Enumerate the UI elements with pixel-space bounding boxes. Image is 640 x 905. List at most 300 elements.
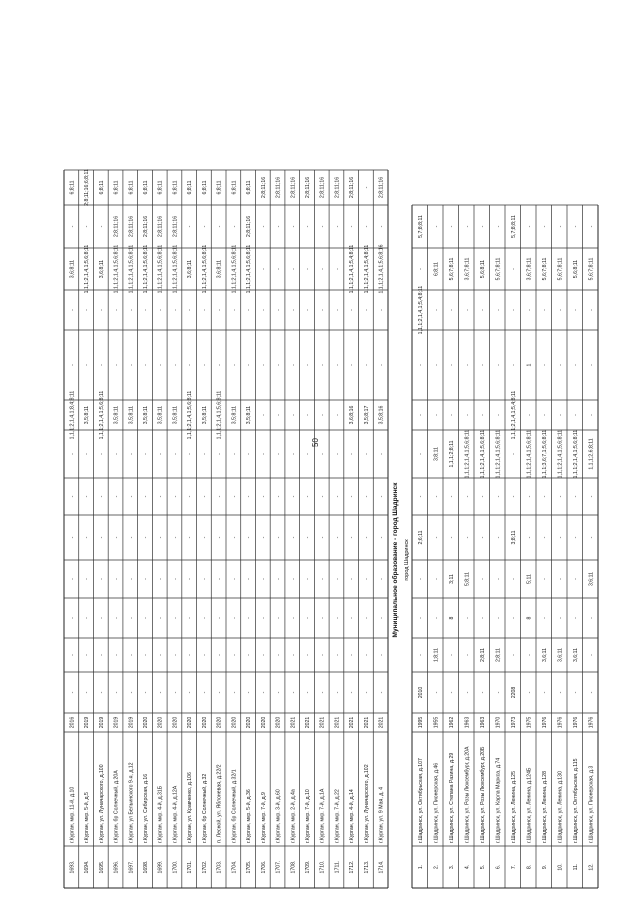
row-year: 1995 xyxy=(417,716,424,729)
table-cell: 6;8;11 xyxy=(157,180,164,195)
table-cell: - xyxy=(433,617,440,619)
table-cell: - xyxy=(143,495,149,498)
table-cell: 2;8;11;16 xyxy=(319,176,326,199)
table-cell: - xyxy=(84,617,91,619)
table-cell: - xyxy=(417,364,424,366)
table-cell: - xyxy=(172,495,179,498)
table-cell: - xyxy=(495,691,502,694)
table-cell: - xyxy=(128,453,135,455)
table-cell: - xyxy=(557,617,564,619)
row-number: 6. xyxy=(495,864,502,870)
table-cell: - xyxy=(319,495,326,498)
table-cell: 3,5;8;16 xyxy=(378,405,385,425)
table-cell: - xyxy=(510,617,517,619)
table-cell: - xyxy=(510,364,517,366)
table-cell: - xyxy=(98,691,105,694)
table-cell: 1,1,1;2,1,4,1;5,6;8;11 xyxy=(172,244,179,294)
table-cell: - xyxy=(275,414,282,416)
table-cell: - xyxy=(260,654,267,656)
table-cell: - xyxy=(290,578,297,580)
table-cell: 3,5;8;11 xyxy=(172,405,179,425)
table-cell: - xyxy=(157,453,164,455)
table-cell: - xyxy=(363,364,370,366)
table-cell: - xyxy=(187,654,194,656)
row-number: 4. xyxy=(464,864,471,870)
table-cell: - xyxy=(334,654,341,656)
table-cell: - xyxy=(433,495,440,498)
table-cell: 3,5;8;11 xyxy=(143,405,149,425)
row-address: г.Шадринск, ул. Ленина, д.125 xyxy=(510,771,517,843)
table-cell: - xyxy=(187,691,194,694)
table-cell: - xyxy=(363,691,370,694)
table-cell: - xyxy=(128,654,135,656)
table-cell: - xyxy=(128,691,135,694)
table-cell: - xyxy=(216,617,223,619)
table-cell: 1,1,1;2,1,4,1;5,6;8;11 xyxy=(143,244,149,294)
table-cell: - xyxy=(479,536,486,539)
table-cell: 6;8;11 xyxy=(216,180,223,195)
table-cell: - xyxy=(319,691,326,694)
table-cell: - xyxy=(69,578,76,580)
table-cell: - xyxy=(231,364,238,366)
table-cell: - xyxy=(334,495,341,498)
table-cell: - xyxy=(290,536,297,539)
table-cell: - xyxy=(157,536,164,539)
table-cell: - xyxy=(378,617,385,619)
table-cell: - xyxy=(541,578,548,580)
table-cell: - xyxy=(572,414,579,416)
table-cell: - xyxy=(448,495,455,498)
table-cell: - xyxy=(495,309,502,311)
table-cell: - xyxy=(433,414,440,416)
table-cell: - xyxy=(305,495,311,498)
table-cell: - xyxy=(98,536,105,539)
table-cell: - xyxy=(448,654,455,656)
row-year: 2020 xyxy=(246,716,253,729)
row-address: г.Курган, мкр. 7-й, д.10 xyxy=(305,789,311,843)
table-cell: - xyxy=(349,578,356,580)
table-cell: - xyxy=(448,691,455,694)
row-number: 1711. xyxy=(334,860,341,874)
page-number: 50 xyxy=(311,438,320,447)
table-cell: 5;11 xyxy=(526,574,533,584)
table-cell: - xyxy=(495,495,502,498)
table-cell: - xyxy=(557,364,564,366)
table-cell: - xyxy=(433,536,440,539)
table-cell: - xyxy=(305,578,311,580)
table-cell: - xyxy=(305,225,311,228)
table-cell: 2;8;11 xyxy=(479,647,486,663)
table-cell: - xyxy=(479,414,486,416)
table-cell: - xyxy=(275,654,282,656)
table-cell: - xyxy=(334,453,341,455)
table-cell: 1,1,1;2,1,4,1;5,4;8;11 xyxy=(363,244,370,294)
row-number: 1698. xyxy=(143,860,149,874)
table-cell: 1,1,1;2,1,4,1;5,6;8;11 xyxy=(216,390,223,440)
table-cell: 2;8;11;16 xyxy=(260,176,267,199)
table-cell: 2;8;11;16 xyxy=(349,176,356,199)
table-cell: - xyxy=(172,578,179,580)
row-number: 1703. xyxy=(216,860,223,874)
table-cell: - xyxy=(464,309,471,311)
table-cell: - xyxy=(334,691,341,694)
row-year: 2019 xyxy=(113,716,120,729)
row-year: 2020 xyxy=(275,716,282,729)
table-cell: - xyxy=(557,536,564,539)
table-cell: 2010 xyxy=(417,686,424,699)
table-cell: 1,1,1;2,1,4,1;5,6;8;11 xyxy=(479,429,486,479)
table-cell: - xyxy=(290,364,297,366)
table-cell: 1,1,1;2,1,4,1;5,6;8;11 xyxy=(557,429,564,479)
table-cell: - xyxy=(84,495,91,498)
row-number: 2. xyxy=(433,864,440,870)
table-cell: - xyxy=(363,495,370,498)
row-address: г.Курган, ул Бельинского 9-я, д.12 xyxy=(128,762,135,843)
table-cell: - xyxy=(69,654,76,656)
table-cell: - xyxy=(417,453,424,455)
table-cell: - xyxy=(113,364,120,366)
row-year: 1975 xyxy=(526,716,533,729)
table-cell: - xyxy=(201,364,208,366)
row-number: 1693. xyxy=(69,860,76,874)
table-cell: - xyxy=(157,364,164,366)
row-year: 2021 xyxy=(334,716,341,729)
row-year: 2020 xyxy=(143,716,149,729)
table-cell: 3;8;11 xyxy=(433,446,440,462)
table-cell: - xyxy=(246,309,253,311)
table-cell: - xyxy=(319,309,326,311)
table-cell: - xyxy=(246,536,253,539)
table-cell: - xyxy=(572,225,579,228)
table-cell: 2208 xyxy=(510,686,517,699)
table-cell: 2;8;11;16 xyxy=(290,176,297,199)
table-cell: - xyxy=(157,495,164,498)
table-cell: - xyxy=(69,225,76,228)
table-cell: - xyxy=(305,617,311,619)
table-cell: - xyxy=(290,654,297,656)
table-cell: - xyxy=(363,578,370,580)
table-cell: - xyxy=(157,309,164,311)
table-cell: - xyxy=(128,309,135,311)
table-cell: - xyxy=(290,268,297,270)
table-cell: - xyxy=(495,225,502,228)
table-cell: - xyxy=(290,309,297,311)
table-cell: - xyxy=(231,654,238,656)
row-address: г.Курган, ул. 9 Мая, д. 4 xyxy=(378,786,385,843)
row-year: 2021 xyxy=(319,716,326,729)
table-cell: - xyxy=(349,691,356,694)
table-cell: 2;8;11;16 xyxy=(113,215,120,238)
table-cell: - xyxy=(479,309,486,311)
row-year: 1970 xyxy=(495,716,502,729)
table-cell: - xyxy=(319,453,326,455)
row-address: г.Курган, мкр. 7-й, д.1А xyxy=(319,788,326,843)
table-cell: - xyxy=(572,578,579,580)
table-cell: - xyxy=(417,268,424,270)
table-cell: - xyxy=(187,225,194,228)
row-address: г.Шадринск, ул. Ленина, д.124Б xyxy=(526,767,533,843)
table-cell: - xyxy=(157,654,164,656)
table-cell: - xyxy=(216,495,223,498)
table-cell: - xyxy=(510,309,517,311)
table-cell: - xyxy=(187,536,194,539)
row-year: 2021 xyxy=(290,716,297,729)
table-cell: - xyxy=(433,578,440,580)
row-address: г.Шадринск, ул. Ленина, д.128 xyxy=(541,771,548,843)
table-cell: - xyxy=(275,364,282,366)
table-cell: - xyxy=(246,654,253,656)
table-cell: - xyxy=(510,578,517,580)
table-cell: - xyxy=(479,495,486,498)
table-cell: - xyxy=(128,536,135,539)
table-cell: - xyxy=(216,364,223,366)
table-cell: - xyxy=(246,691,253,694)
table-cell: - xyxy=(246,453,253,455)
table-cell: - xyxy=(510,453,517,455)
table-cell: - xyxy=(201,578,208,580)
table-cell: - xyxy=(290,495,297,498)
table-cell: - xyxy=(464,495,471,498)
table-cell: - xyxy=(495,414,502,416)
row-number: 3. xyxy=(448,864,455,870)
table-cell: 1,1,1;2,1,4,1;5,4;8;11 xyxy=(349,244,356,294)
table-cell: - xyxy=(319,268,326,270)
table-cell: 5;8;11 xyxy=(464,571,471,587)
table-cell: - xyxy=(201,536,208,539)
table-cell: - xyxy=(349,453,356,455)
table-cell: 1,1,1;2,1,4,1;5,4;8;11 xyxy=(510,390,517,440)
table-cell: 5,6;7;8;11 xyxy=(588,257,595,281)
table-cell: 8 xyxy=(526,616,533,620)
table-cell: - xyxy=(231,617,238,619)
table-cell: - xyxy=(557,578,564,580)
table-cell: 1,1,1;2,6;8;11 xyxy=(588,438,595,470)
table-cell: - xyxy=(541,536,548,539)
table-cell: - xyxy=(378,654,385,656)
table-cell: - xyxy=(275,495,282,498)
table-cell: 3,6;7;8;11 xyxy=(526,257,533,281)
table-cell: - xyxy=(588,617,595,619)
table-cell: - xyxy=(349,364,356,366)
table-cell: - xyxy=(69,364,76,366)
row-year: 1973 xyxy=(510,716,517,729)
table-cell: 1,1,1;2,1,4,1;5,6;8;11 xyxy=(113,244,120,294)
table-cell: - xyxy=(557,309,564,311)
table-cell: - xyxy=(98,453,105,455)
table-cell: 1,1,1;2,1,4,1;5,6;8;11 xyxy=(98,390,105,440)
table-cell: - xyxy=(113,536,120,539)
table-cell: - xyxy=(128,578,135,580)
table-cell: - xyxy=(260,225,267,228)
row-number: 5. xyxy=(479,864,486,870)
table-cell: 3,6;11 xyxy=(557,647,564,663)
row-address: г.Шадринск, ул. Ленина, д.130 xyxy=(557,771,564,843)
table-cell: - xyxy=(526,309,533,311)
table-cell: - xyxy=(201,495,208,498)
row-year: 2020 xyxy=(187,716,194,729)
table-cell: - xyxy=(260,453,267,455)
table-cell: - xyxy=(157,691,164,694)
table-cell: - xyxy=(187,453,194,455)
table-cell: - xyxy=(349,654,356,656)
row-year: 2016 xyxy=(69,716,76,729)
table-cell: - xyxy=(113,617,120,619)
table-cell: - xyxy=(541,309,548,311)
table-cell: - xyxy=(433,691,440,694)
row-address: г.Шадринск, ул. Пионерская, д.46 xyxy=(433,762,440,843)
table-cell: - xyxy=(187,495,194,498)
table-cell: - xyxy=(588,225,595,228)
table-cell: 2;8;11;16 xyxy=(128,215,135,238)
row-address: г.Курган, мкр. 11-й, д.10 xyxy=(69,786,76,843)
table-cell: 5,6;7;8;11 xyxy=(557,257,564,281)
table-cell: - xyxy=(510,654,517,656)
table-cell: - xyxy=(363,536,370,539)
row-address: г.Шадринск, ул. Розы Люксембург, д.20А xyxy=(464,746,471,843)
row-address: г.Курган, мкр. 3-й, д.60 xyxy=(275,789,282,843)
table-cell: - xyxy=(113,578,120,580)
table-cell: 3,5;8;11 xyxy=(231,405,238,425)
table-cell: - xyxy=(84,364,91,366)
table-cell: - xyxy=(479,617,486,619)
table-cell: - xyxy=(201,225,208,228)
table-cell: - xyxy=(305,654,311,656)
table-cell: - xyxy=(201,617,208,619)
table-cell: - xyxy=(201,453,208,455)
table-cell: - xyxy=(84,309,91,311)
table-cell: - xyxy=(275,617,282,619)
table-cell: - xyxy=(246,495,253,498)
table-cell: 6;8;11 xyxy=(98,180,105,195)
table-cell: 3,6;8;16 xyxy=(349,405,356,425)
table-cell: - xyxy=(557,414,564,416)
table-cell: 1,1,1;2,1,4,1;5,6;8;11 xyxy=(464,429,471,479)
table-cell: 5,7;8;8;11 xyxy=(417,215,424,238)
table-cell: - xyxy=(319,536,326,539)
table-cell: - xyxy=(275,536,282,539)
table-cell: - xyxy=(588,495,595,498)
table-cell: - xyxy=(464,225,471,228)
table-cell: 3,6;8;11 xyxy=(69,259,76,279)
table-cell: - xyxy=(246,617,253,619)
table-cell: - xyxy=(216,536,223,539)
table-cell: 5,6;7;8;11 xyxy=(448,257,455,281)
table-cell: 6;8;11 xyxy=(128,180,135,195)
table-cell: - xyxy=(201,654,208,656)
table-cell: 2;8;11;16 xyxy=(334,176,341,199)
table-cell: - xyxy=(433,225,440,228)
table-cell: - xyxy=(319,654,326,656)
table-cell: 1,1,1;2,1,4,1;5,6;8;11 xyxy=(231,244,238,294)
table-cell: - xyxy=(260,495,267,498)
row-number: 1697. xyxy=(128,860,135,874)
table-cell: - xyxy=(260,617,267,619)
table-cell: - xyxy=(464,691,471,694)
row-number: 7. xyxy=(510,864,517,870)
table-cell: - xyxy=(334,617,341,619)
table-cell: - xyxy=(557,495,564,498)
table-cell: 3;11 xyxy=(448,574,455,584)
row-year: 1976 xyxy=(557,716,564,729)
table-cell: - xyxy=(69,536,76,539)
table-cell: - xyxy=(363,654,370,656)
table-cell: - xyxy=(363,186,370,189)
table-cell: 3,5;8;11 xyxy=(113,405,120,425)
table-cell: 3,5;8;11 xyxy=(201,405,208,425)
table-cell: - xyxy=(84,654,91,656)
table-cell: - xyxy=(231,309,238,311)
table-cell: - xyxy=(349,536,356,539)
row-address: г.Курган, ул. Луначарского, д.100 xyxy=(98,764,105,843)
table-cell: - xyxy=(113,309,120,311)
row-year: 2021 xyxy=(305,716,311,729)
row-address: г.Курган, мкр. 4-й, д.14 xyxy=(349,789,356,843)
table-cell: - xyxy=(98,309,105,311)
table-cell: 2;8;11;16 xyxy=(157,215,164,238)
table-cell: - xyxy=(378,536,385,539)
row-address: г.Курган, ул. Кравченко, д.106 xyxy=(187,772,194,843)
table-cell: - xyxy=(448,414,455,416)
table-cell: - xyxy=(349,309,356,311)
table-cell: 3,6;8;11 xyxy=(187,259,194,279)
table-cell: - xyxy=(305,453,311,455)
table-cell: - xyxy=(275,309,282,311)
table-cell: - xyxy=(231,495,238,498)
table-cell: 3,6;7;8;11 xyxy=(464,257,471,281)
row-year: 1955 xyxy=(433,716,440,729)
table-cell: - xyxy=(172,536,179,539)
table-cell: - xyxy=(172,453,179,455)
table-cell: 6;8;11 xyxy=(143,180,149,195)
table-cell: - xyxy=(143,654,149,656)
table-cell: - xyxy=(69,691,76,694)
table-cell: - xyxy=(349,617,356,619)
table-cell: - xyxy=(417,495,424,498)
row-address: г.Курган, мкр. 4-й, д.12А xyxy=(172,785,179,843)
table-cell: - xyxy=(334,268,341,270)
row-number: 1706. xyxy=(260,860,267,874)
table-cell: - xyxy=(363,453,370,455)
row-address: г.Шадринск, ул. Карла Маркса, д.74 xyxy=(495,757,502,843)
table-cell: - xyxy=(319,617,326,619)
table-cell: - xyxy=(378,309,385,311)
table-cell: - xyxy=(260,309,267,311)
table-cell: 1,1,1;3,6;7,1;5,6;8;11 xyxy=(541,429,548,479)
table-cell: - xyxy=(143,578,149,580)
table-cell: - xyxy=(201,691,208,694)
table-cell: - xyxy=(572,617,579,619)
table-cell: - xyxy=(464,617,471,619)
table-cell: - xyxy=(275,225,282,228)
table-cell: - xyxy=(572,691,579,694)
table-cell: - xyxy=(541,617,548,619)
table-cell: - xyxy=(128,495,135,498)
row-year: 1963 xyxy=(479,716,486,729)
table-cell: 2;8;11;16 xyxy=(246,215,253,238)
row-address: г.Курган, бр Солнечный, д.32 xyxy=(201,773,208,843)
table-cell: - xyxy=(157,617,164,619)
table-cell: - xyxy=(290,414,297,416)
table-cell: 3,6;8;11 xyxy=(98,259,105,279)
table-cell: 2;8;11;16 xyxy=(378,176,385,199)
table-cell: - xyxy=(246,364,253,366)
table-cell: 6;8;11 xyxy=(69,180,76,195)
table-cell: - xyxy=(448,309,455,311)
table-cell: 6;8;11 xyxy=(187,180,194,195)
table-cell: - xyxy=(349,495,356,498)
row-year: 2020 xyxy=(231,716,238,729)
table-cell: - xyxy=(334,578,341,580)
